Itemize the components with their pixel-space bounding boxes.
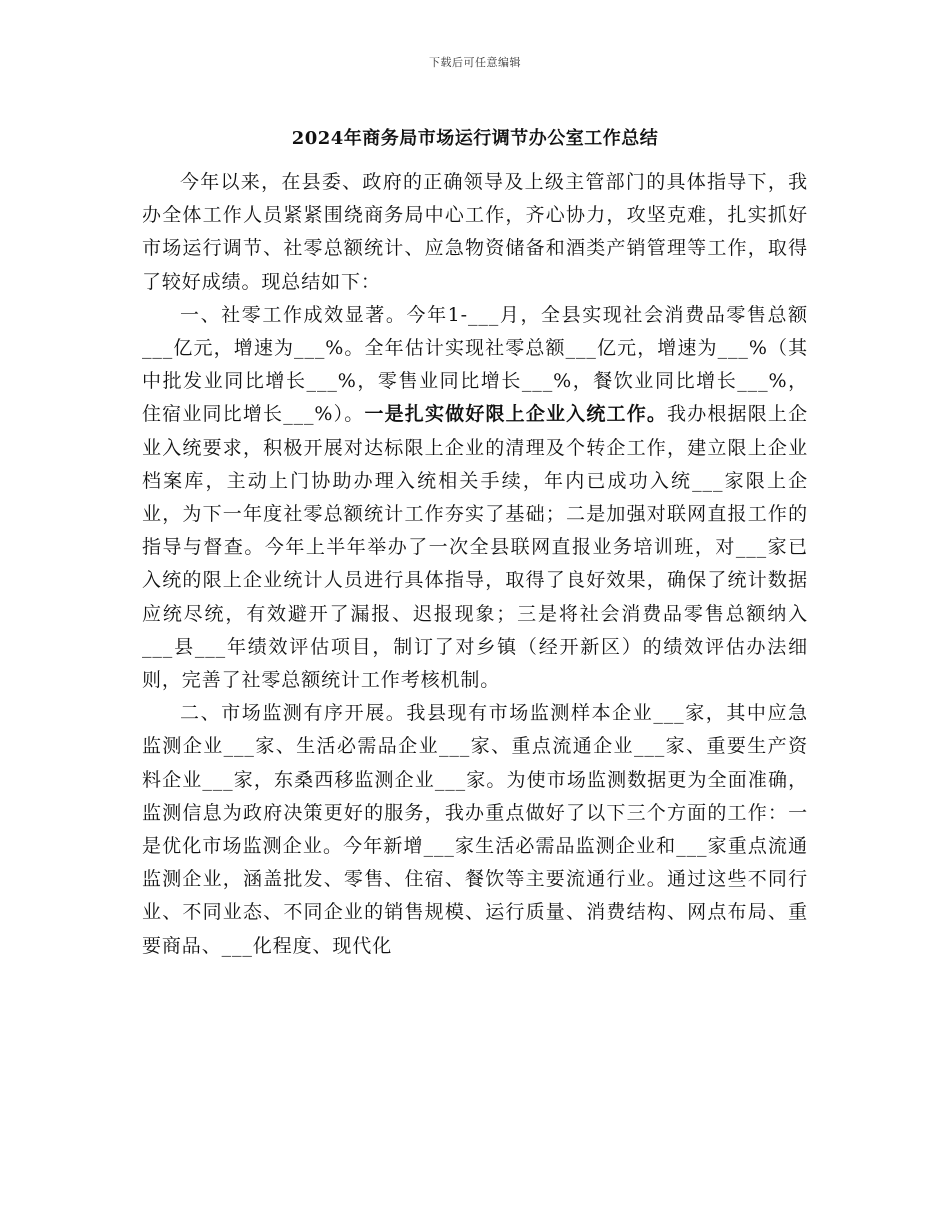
document-body [142,166,808,963]
section-one-text-after: 我办根据限上企业入统要求，积极开展对达标限上企业的清理及个转企工作，建立限上企业档案库，主动上门协助办理入统相关手续，年内已成功入统___家限上企业，为下一年度社零总额统计工作夯实了基础；二是加强对联网直报工作的指导与督查。今年上半年举办了一次全县联网直报业务培训班，对___家已入统的限上企业统计人员进行具体指导，取得了良好效果，确保了统计数据应统尽统，有效避开了漏报、迟报现象；三是将社会消费品零售总额纳入___县___年绩效评估项目，制订了对乡镇（经开新区）的绩效评估办法细则，完善了社零总额统计工作考核机制。 [142,403,808,692]
document-title: 2024年商务局市场运行调节办公室工作总结 [291,128,659,149]
paragraph-section-two: 二、市场监测有序开展。我县现有市场监测样本企业___家，其中应急监测企业___家、生活必需品企业___家、重点流通企业___家、重要生产资料企业___家，东桑西移监测企业___家。为使市场监测数据更为全面准确，监测信息为政府决策更好的服务，我办重点做好了以下三个方面的工作：一是优化市场监测企业。今年新增___家生活必需品监测企业和___家重点流通监测企业，涵盖批发、零售、住宿、餐饮等主要流通行业。通过这些不同行业、不同业态、不同企业的销售规模、运行质量、消费结构、网点布局、重要商品、___化程度、现代化 [142,702,808,957]
paragraph-section-one [142,299,808,697]
paragraph-intro: 今年以来，在县委、政府的正确领导及上级主管部门的具体指导下，我办全体工作人员紧紧围绕商务局中心工作，齐心协力，攻坚克难，扎实抓好市场运行调节、社零总额统计、应急物资储备和酒类产销管理等工作，取得了较好成绩。现总结如下： [142,171,808,293]
section-one-text-before: 一、社零工作成效显著。今年1-___月，全县实现社会消费品零售总额___亿元，增速为___%。全年估计实现社零总额___亿元，增速为___%（其中批发业同比增长___%，零售业同比增长___%，餐饮业同比增长___%，住宿业同比增长___%）。 [142,303,808,426]
header-note: 下载后可任意编辑 [429,56,521,69]
section-one-bold-point: 一是扎实做好限上企业入统工作。 [364,403,668,426]
